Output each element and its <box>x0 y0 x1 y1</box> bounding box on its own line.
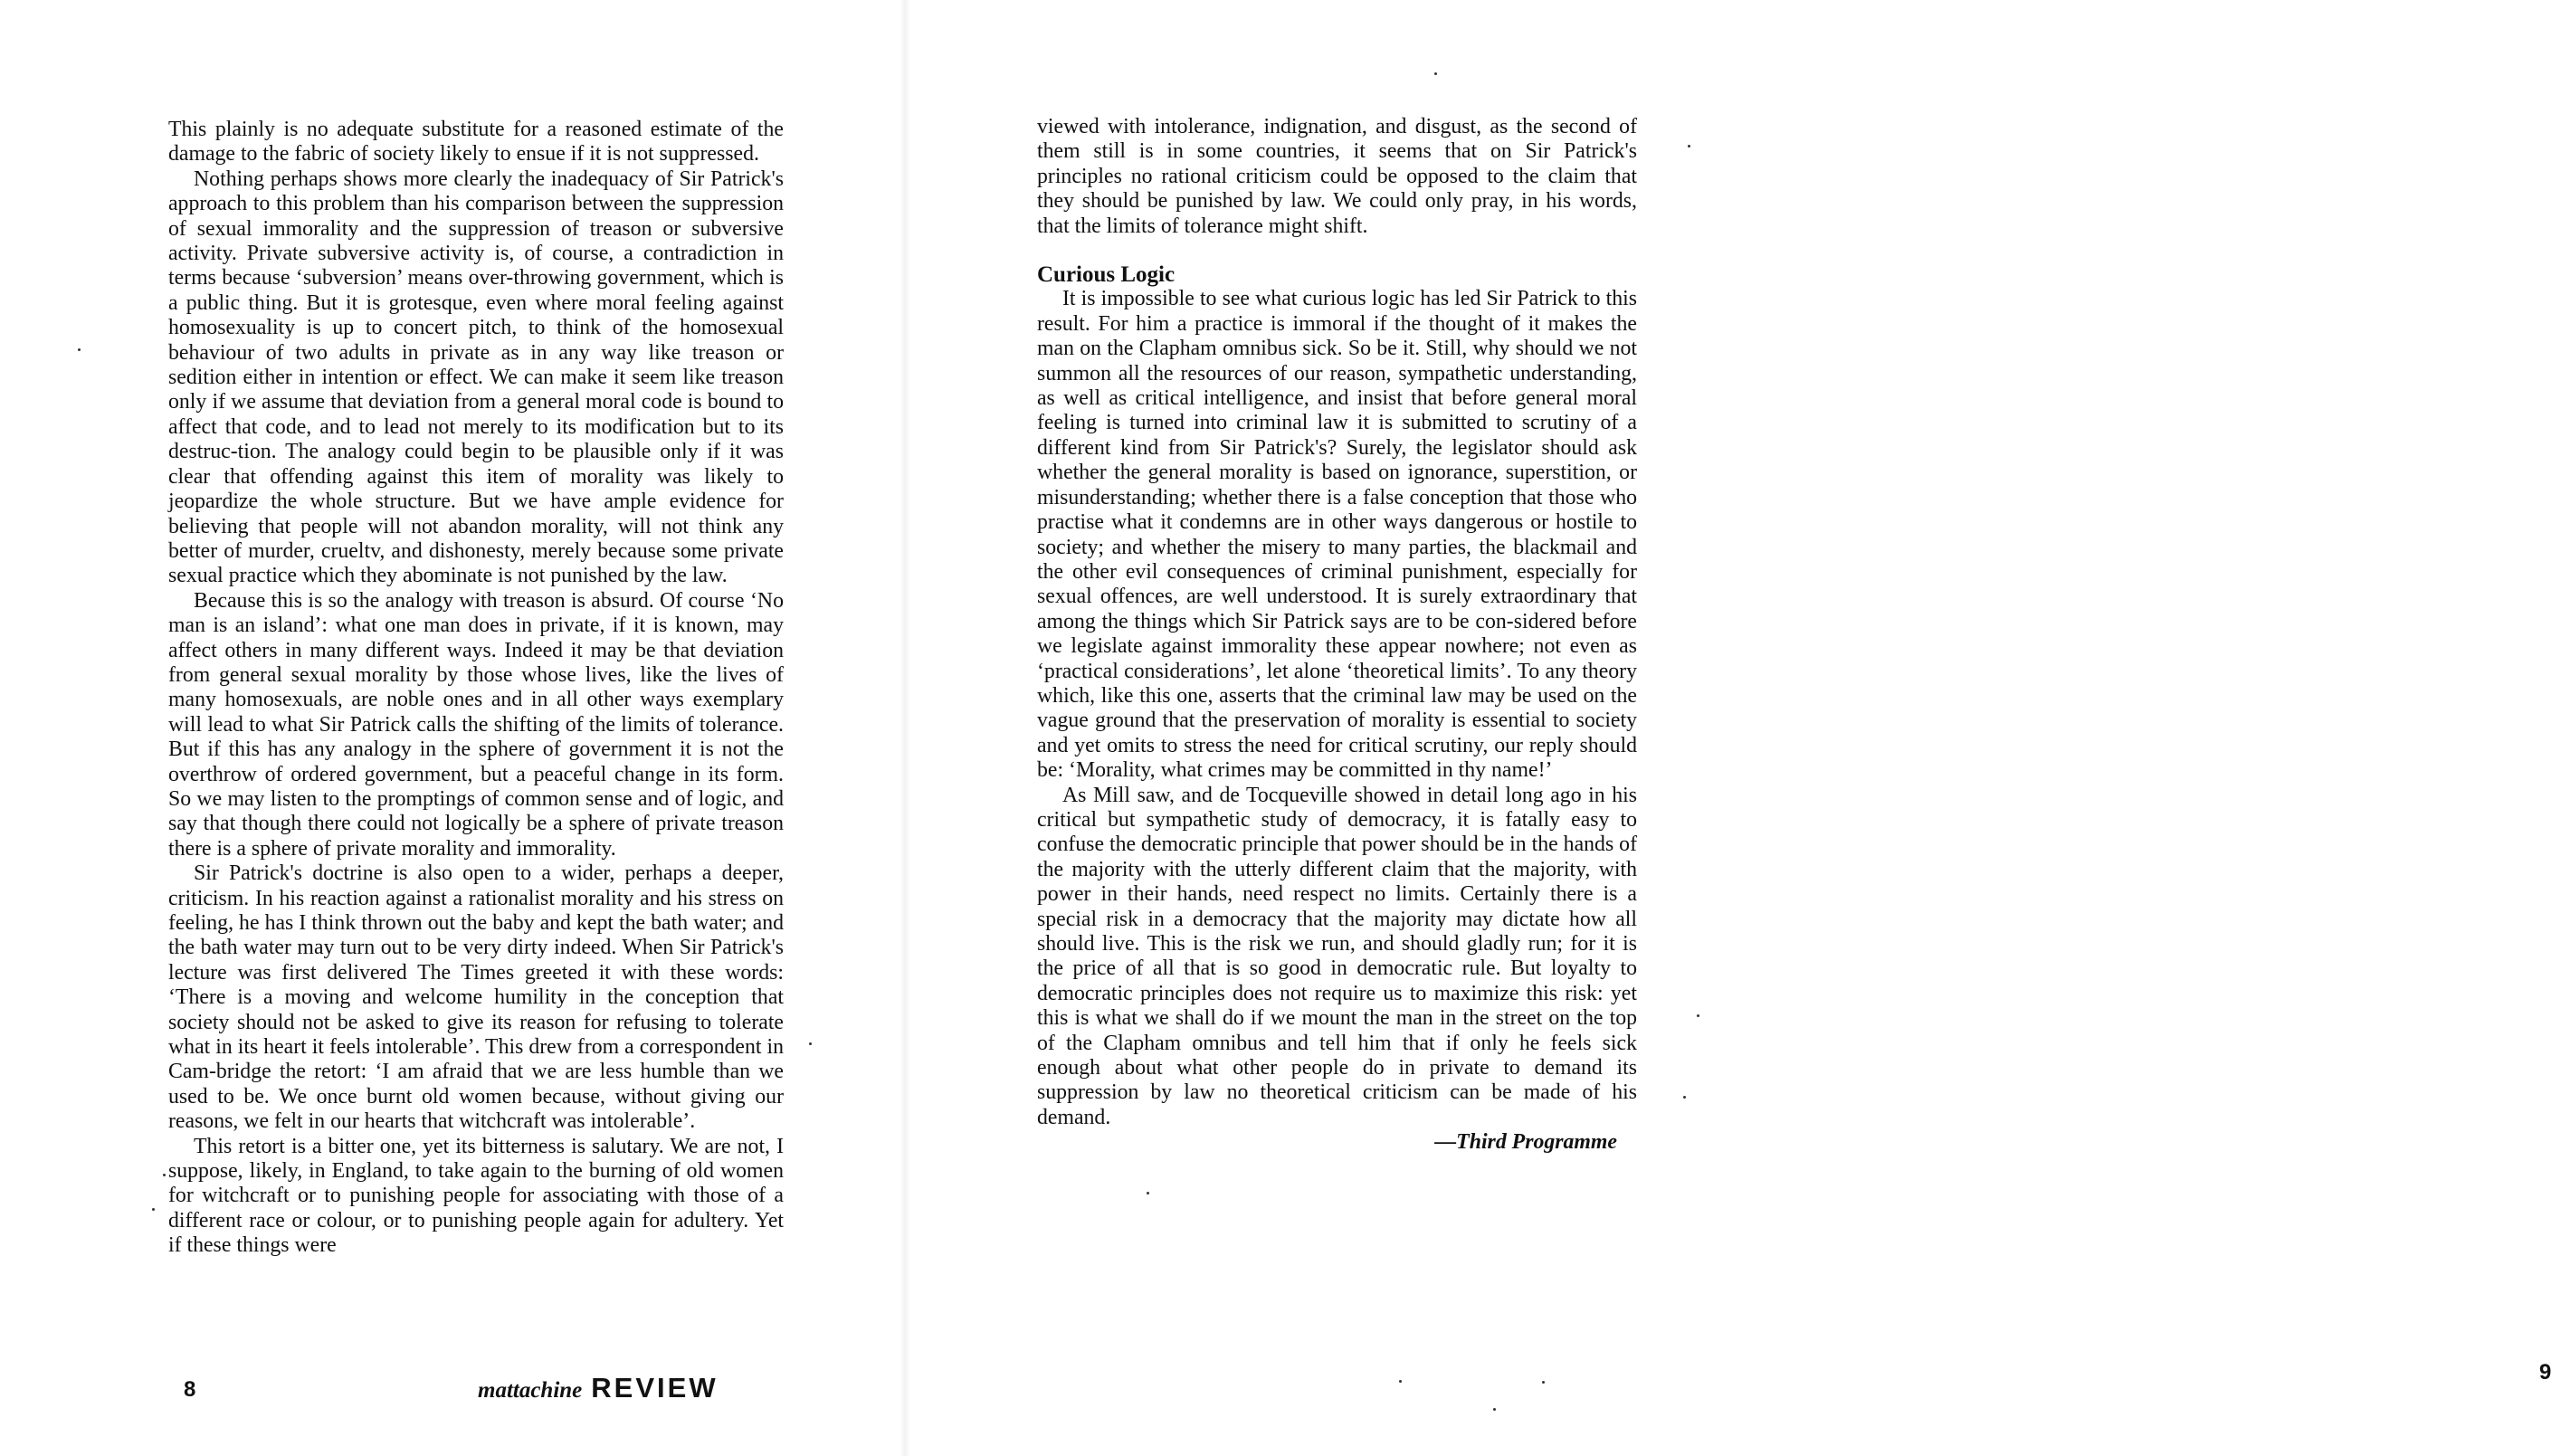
page-number-left: 8 <box>184 1377 196 1402</box>
scan-speck <box>1493 1408 1496 1411</box>
paragraph: Nothing perhaps shows more clearly the inadequacy of Sir Patrick's approach to this problem than his comparison between the suppression of sexual immorality and the suppression of treason or subversive activity. Private subversive activity is, of course, a contradiction in terms because ‘subversion’ means over-throwing government, which is a public thing. But it is grotesque, even where moral feeling against homosexuality is up to concert pitch, to think of the homosexual behaviour of two adults in private as in any way like treason or sedition either in intention or effect. We can make it seem like treason only if we assume that deviation from a general moral code is bound to affect that code, and to lead not merely to its modification but to its destruc-tion. The analogy could begin to be plausible only if it was clear that offending against this item of morality was likely to jeopardize the whole structure. But we have ample evidence for believing that people will not abandon morality, will not think any better of murder, crueltv, and dishonesty, merely because some private sexual practice which they abominate is not punished by the law. <box>168 167 784 588</box>
masthead <box>478 1372 719 1404</box>
left-page <box>0 0 905 1456</box>
paragraph: As Mill saw, and de Tocqueville showed in detail long ago in his critical but sympathetic study of democracy, it is fatally easy to confuse the democratic principle that power should be in the hands of the majority with the utterly different claim that the majority, with power in their hands, need respect no limits. Certainly there is a special risk in a democracy that the majority may dictate how all should live. This is the risk we run, and should gladly run; for it is the price of all that is so good in democratic rule. But loyalty to democratic principles does not require us to maximize this risk: yet this is what we shall do if we mount the man in the street on the top of the Clapham omnibus and tell him that if only he feels sick enough about what other people do in private to demand its suppression by law no theoretical criticism can be made of his demand. <box>1037 783 1637 1129</box>
scan-speck <box>78 348 81 351</box>
scan-speck <box>1399 1380 1402 1383</box>
paragraph: It is impossible to see what curious logic has led Sir Patrick to this result. For him a practice is immoral if the thought of it makes the man on the Clapham omnibus sick. So be it. Still, why should we not summon all the resources of our reason, sympathetic understanding, as well as critical intelligence, and insist that before general moral feeling is turned into criminal law it is submitted to scrutiny of a different kind from Sir Patrick's? Surely, the legislator should ask whether the general morality is based on ignorance, superstition, or misunderstanding; whether there is a false conception that those who practise what it condemns are in other ways dangerous or hostile to society; and whether the misery to many parties, the blackmail and the other evil consequences of criminal punishment, especially for sexual offences, are well understood. It is surely extraordinary that among the things which Sir Patrick says are to be con-sidered before we legislate against immorality these appear nowhere; not even as ‘practical considerations’, let alone ‘theoretical limits’. To any theory which, like this one, asserts that the criminal law may be used on the vague ground that the preservation of morality is essential to society and yet omits to stress the need for critical scrutiny, our reply should be: ‘Morality, what crimes may be committed in thy name!’ <box>1037 287 1637 783</box>
scan-speck <box>1697 1014 1699 1017</box>
masthead-word: REVIEW <box>591 1372 719 1404</box>
scan-speck <box>1542 1381 1545 1384</box>
masthead-script: mattachine <box>478 1378 583 1403</box>
paragraph: Because this is so the analogy with treason is absurd. Of course ‘No man is an island’: what one man does in private, if it is known, may affect others in many different ways. Indeed it may be that deviation from general sexual morality by those whose lives, like the lives of many homosexuals, are noble ones and in all other ways exemplary will lead to what Sir Patrick calls the shifting of the limits of tolerance. But if this has any analogy in the sphere of government it is not the overthrow of ordered government, but a peaceful change in its form. So we may listen to the promptings of common sense and of logic, and say that though there could not logically be a sphere of private treason there is a sphere of private morality and immorality. <box>168 588 784 861</box>
scan-speck <box>1688 145 1690 148</box>
scan-speck <box>1147 1192 1149 1194</box>
right-page <box>905 0 2551 1456</box>
paragraph: viewed with intolerance, indignation, and disgust, as the second of them still is in some countries, it seems that on Sir Patrick's principles no rational criticism could be opposed to the claim that they should be punished by law. We could only pray, in his words, that the limits of tolerance might shift. <box>1037 115 1637 238</box>
paragraph: This plainly is no adequate substitute for a reasoned estimate of the damage to the fabric of society likely to ensue if it is not suppressed. <box>168 118 784 167</box>
attribution: —Third Programme <box>1434 1130 1617 1155</box>
scan-speck <box>1434 72 1437 75</box>
paragraph: This retort is a bitter one, yet its bitterness is salutary. We are not, I suppose, likely, in England, to take again to the burning of old women for witchcraft or to punishing people for associating with those of a different race or colour, or to punishing people again for adultery. Yet if these things were <box>168 1134 784 1258</box>
section-heading: Curious Logic <box>1037 262 1176 288</box>
scan-speck <box>152 1208 155 1211</box>
paragraph: Sir Patrick's doctrine is also open to a wider, perhaps a deeper, criticism. In his reaction against a rationalist morality and his stress on feeling, he has I think thrown out the baby and kept the bath water; and the bath water may turn out to be very dirty indeed. When Sir Patrick's lecture was first delivered The Times greeted it with these words: ‘There is a moving and welcome humility in the conception that society should not be asked to give its reason for refusing to tolerate what in its heart it feels intolerable’. This drew from a correspondent in Cam-bridge the retort: ‘I am afraid that we are less humble than we used to be. We once burnt old women because, without giving our reasons, we felt in our hearts that witchcraft was intolerable’. <box>168 861 784 1134</box>
page-number-right: 9 <box>2539 1360 2551 1385</box>
scan-speck <box>809 1042 812 1045</box>
scan-speck <box>1683 1096 1686 1099</box>
right-page-text-column <box>1037 115 1637 1156</box>
left-page-text-column <box>168 118 784 1259</box>
scan-speck <box>163 1174 166 1176</box>
